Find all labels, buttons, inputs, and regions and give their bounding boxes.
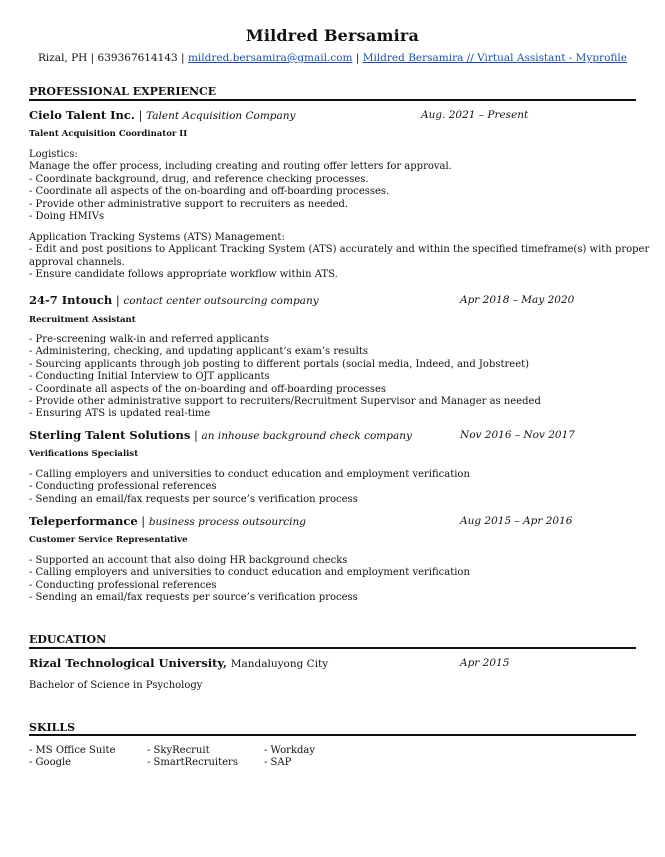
skill-item: - Workday — [264, 745, 316, 756]
duty-line: - Calling employers and universities to conduct education and employment verification — [29, 567, 470, 579]
section-divider — [29, 734, 636, 736]
duty-line: - Sending an email/fax requests per source’s verification process — [29, 592, 358, 604]
school-name: Rizal Technological University, — [29, 656, 228, 670]
duty-line: - Coordinate all aspects of the on-boarding and off-boarding processes — [29, 383, 387, 395]
skills-column — [29, 745, 115, 770]
skill-item: - SmartRecruiters — [147, 757, 238, 769]
contact-separator: | — [355, 52, 360, 64]
job-role: Recruitment Assistant — [29, 315, 136, 325]
duty-line: - Pre-screening walk-in and referred applicants — [29, 334, 269, 345]
education-header — [29, 656, 328, 670]
company-descriptor: Talent Acquisition Company — [146, 110, 296, 122]
location-phone: Rizal, PH | 639367614143 | — [38, 52, 185, 64]
job-date: Aug. 2021 – Present — [421, 109, 529, 121]
profile-link[interactable]: Mildred Bersamira // Virtual Assistant - Myprofile — [362, 52, 627, 64]
job-date: Apr 2018 – May 2020 — [460, 294, 575, 306]
duty-line: Application Tracking Systems (ATS) Management: — [29, 232, 285, 243]
company-name: Cielo Talent Inc. — [29, 108, 135, 122]
job-date: Aug 2015 – Apr 2016 — [460, 515, 573, 527]
company-name: 24-7 Intouch — [29, 293, 113, 307]
email-link[interactable]: mildred.bersamira@gmail.com — [187, 52, 353, 64]
education-date: Apr 2015 — [460, 657, 510, 669]
job-role: Customer Service Representative — [29, 535, 188, 545]
skill-item: - SAP — [264, 757, 292, 769]
section-divider — [29, 647, 636, 649]
section-heading-experience: PROFESSIONAL EXPERIENCE — [29, 85, 217, 98]
skills-column — [264, 745, 315, 770]
duty-line: - Calling employers and universities to conduct education and employment verification — [29, 469, 470, 480]
skill-item: - Google — [29, 757, 72, 769]
duty-line: - Supported an account that also doing HR background checks — [29, 555, 348, 566]
section-heading-education: EDUCATION — [29, 633, 107, 646]
company-descriptor: business process outsourcing — [148, 516, 306, 528]
job-role: Verifications Specialist — [29, 449, 139, 459]
job-duties — [29, 149, 639, 223]
job-header: 24-7 Intouch | contact center outsourcing company — [29, 293, 319, 307]
degree: Bachelor of Science in Psychology — [29, 680, 203, 691]
duty-line: - Sourcing applicants through job posting to different portals (social media, Indeed, and Jobstreet) — [29, 358, 530, 370]
skill-item: - SkyRecruit — [147, 745, 210, 756]
job-duties — [29, 555, 639, 605]
candidate-name: Mildred Bersamira — [245, 26, 420, 45]
duty-line: approval channels. — [29, 256, 125, 268]
duty-line: - Ensure candidate follows appropriate workflow within ATS. — [29, 269, 338, 281]
duty-line: Logistics: — [29, 149, 78, 160]
duty-line: - Conducting professional references — [29, 481, 217, 493]
job-header: Cielo Talent Inc. | Talent Acquisition Company — [29, 108, 296, 122]
skills-column — [147, 745, 238, 770]
company-name: Teleperformance — [29, 514, 138, 528]
job-role: Talent Acquisition Coordinator II — [29, 129, 188, 139]
company-descriptor: an inhouse background check company — [201, 430, 412, 442]
job-date: Nov 2016 – Nov 2017 — [460, 429, 575, 441]
duty-line: - Doing HMIVs — [29, 211, 105, 223]
duty-line: - Edit and post positions to Applicant Tracking System (ATS) accurately and within the specified timeframe(s) with proper — [29, 244, 650, 256]
duty-line: - Sending an email/fax requests per source’s verification process — [29, 493, 358, 505]
job-duties — [29, 334, 639, 421]
skill-item: - MS Office Suite — [29, 745, 116, 756]
company-name: Sterling Talent Solutions — [29, 428, 191, 442]
company-descriptor: contact center outsourcing company — [123, 295, 319, 307]
duty-line: - Conducting Initial Interview to OJT applicants — [29, 371, 270, 383]
job-header: Sterling Talent Solutions | an inhouse background check company — [29, 428, 412, 442]
job-header: Teleperformance | business process outsourcing — [29, 514, 306, 528]
duty-line: - Administering, checking, and updating applicant’s exam’s results — [29, 346, 368, 358]
duty-line: - Coordinate all aspects of the on-boarding and off-boarding processes. — [29, 186, 390, 198]
duty-line: - Conducting professional references — [29, 579, 217, 591]
duty-line: - Ensuring ATS is updated real-time — [29, 408, 211, 420]
section-divider — [29, 99, 636, 101]
duty-line: - Provide other administrative support to recruiters as needed. — [29, 198, 349, 210]
duty-line: - Provide other administrative support to recruiters/Recruitment Supervisor and Manager as needed — [29, 396, 541, 408]
job-duties — [29, 469, 639, 506]
duty-line: Manage the offer process, including creating and routing offer letters for approval. — [29, 161, 452, 173]
job-duties — [29, 232, 650, 282]
section-heading-skills: SKILLS — [29, 721, 76, 734]
contact-line — [0, 52, 665, 64]
school-location: Mandaluyong City — [230, 658, 329, 670]
duty-line: - Coordinate background, drug, and reference checking processes. — [29, 173, 369, 185]
